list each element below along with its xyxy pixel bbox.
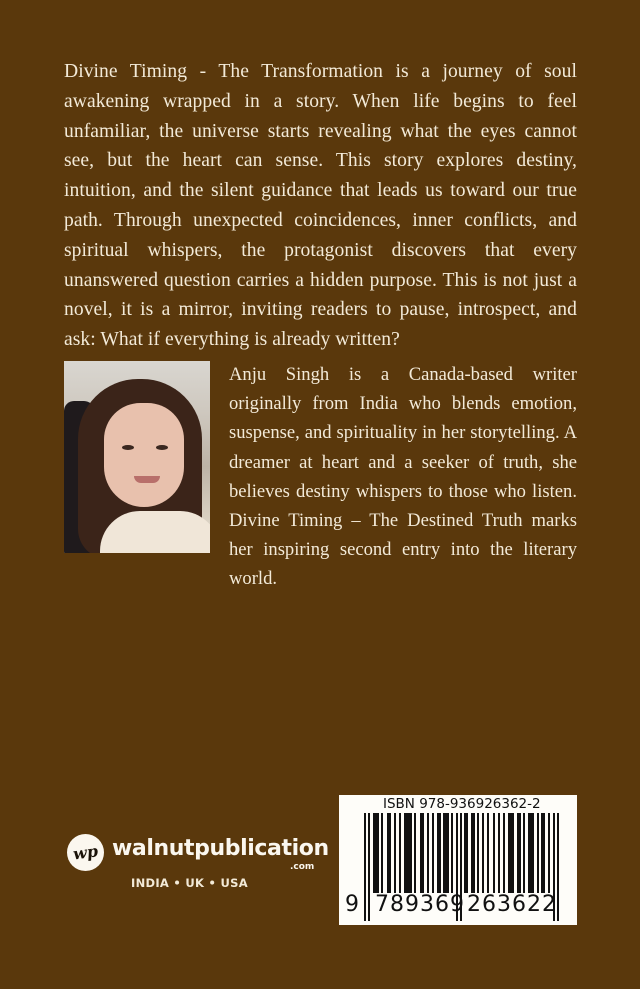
isbn-barcode (339, 795, 577, 925)
publisher-name: walnutpublication (112, 836, 329, 861)
publisher-regions: INDIA • UK • USA (131, 876, 248, 890)
logo-mark: wp (71, 841, 100, 864)
barcode-left-digits: 789369 (375, 892, 465, 917)
barcode-right-digits: 263622 (467, 892, 557, 917)
author-photo (64, 361, 210, 553)
book-blurb: Divine Timing - The Transformation is a journey of soul awakening wrapped in a story. When life begins to feel unfamiliar, the universe starts revealing what the eyes cannot see, but the heart can sense. This story explores destiny, intuition, and the silent guidance that leads us toward our true path. Through unexpected coincidences, inner conflicts, and spiritual whispers, the protagonist discovers that every unanswered question carries a hidden purpose. This is not just a novel, it is a mirror, inviting readers to pause, introspect, and ask: What if everything is already written? (64, 61, 577, 351)
publisher-logo-icon (67, 834, 104, 871)
barcode-lead-digit: 9 (345, 892, 359, 917)
isbn-label: ISBN 978-936926362-2 (383, 796, 541, 812)
publisher-domain: .com (290, 862, 315, 872)
author-bio: Anju Singh is a Canada-based writer originally from India who blends emotion, suspense, and spirituality in her storytelling. A dreamer at heart and a seeker of truth, she believes destiny whispers to those who listen. Divine Timing – The Destined Truth marks her inspiring second entry into the literary world. (229, 364, 577, 590)
